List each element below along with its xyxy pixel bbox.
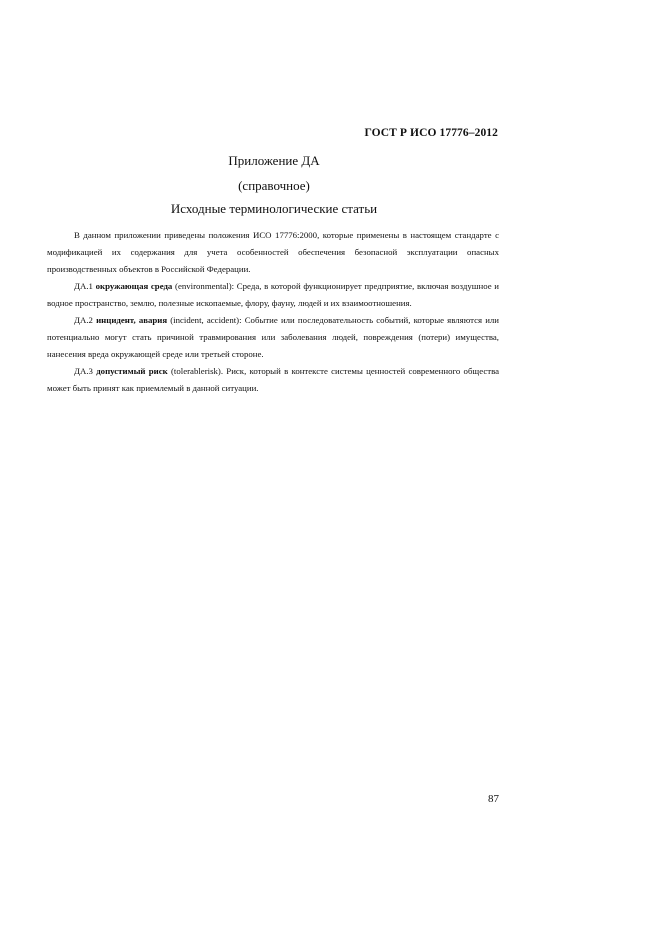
page-number: 87 (488, 793, 499, 805)
term-definition: (incident, accident): Событие или последовательность событий, которые являются или потенциально могут стать причиной травмирования или заболевания людей, повреждения (потери) имущества, нанесения вреда окружающей среде или третьей стороне. (47, 315, 500, 359)
term-name: окружающая среда (95, 281, 173, 291)
term-number: ДА.3 (74, 366, 93, 376)
body-text (47, 227, 499, 397)
section-title: Исходные терминологические статьи (170, 201, 378, 216)
term-name: инцидент, авария (96, 315, 168, 325)
document-code: ГОСТ Р ИСО 17776–2012 (364, 127, 498, 139)
term-definition: (tolerablerisk). Риск, который в контексте системы ценностей современного общества может быть принят как приемлемый в данной ситуации. (47, 366, 500, 393)
appendix-kind: (справочное) (238, 178, 310, 193)
term-number: ДА.2 (74, 315, 93, 325)
term-entry-da1 (47, 278, 499, 312)
term-name: допустимый риск (96, 366, 168, 376)
intro-paragraph: В данном приложении приведены положения ИСО 17776:2000, которые применены в настоящем стандарте с модификацией их содержания для учета особенностей обеспечения безопасной эксплуатации опасных производственных объектов в Российской Федерации. (47, 230, 499, 274)
term-number: ДА.1 (74, 281, 93, 291)
term-entry-da3 (47, 363, 499, 397)
term-entry-da2 (47, 312, 499, 363)
appendix-title: Приложение ДА (228, 153, 320, 168)
term-definition: (environmental): Среда, в которой функционирует предприятие, включая воздушное и водное пространство, землю, полезные ископаемые, флору, фауну, людей и их взаимоотношения. (47, 281, 499, 308)
